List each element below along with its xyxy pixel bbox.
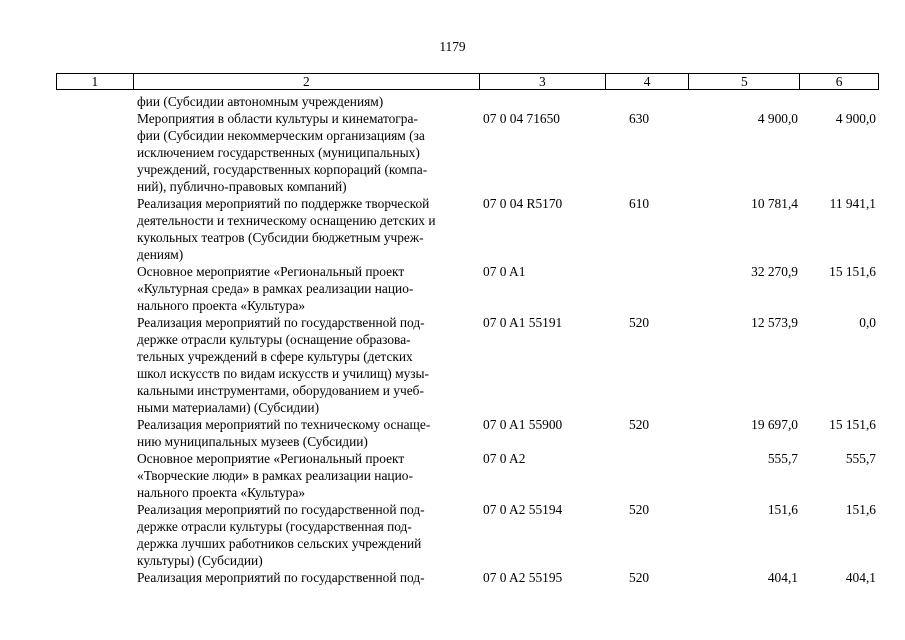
type-cell xyxy=(606,450,690,501)
code-cell: 07 0 A2 55194 xyxy=(483,502,563,517)
row-number-cell xyxy=(56,263,133,314)
amount-cell-6 xyxy=(801,93,879,110)
type-cell: 610 xyxy=(629,196,650,211)
description-line: фии (Субсидии автономным учреждениям) xyxy=(137,94,384,109)
column-header-1: 1 xyxy=(57,74,134,89)
description-cell xyxy=(133,110,480,195)
description-cell xyxy=(133,93,480,110)
code-cell xyxy=(480,93,606,110)
amount-cell-6: 404,1 xyxy=(845,570,876,585)
description-line: «Культурная среда» в рамках реализации нацио- xyxy=(137,281,414,296)
description-line: ными материалами) (Субсидии) xyxy=(137,400,320,415)
description-line: нального проекта «Культура» xyxy=(137,298,306,313)
description-line: Мероприятия в области культуры и кинематогра- xyxy=(137,111,418,126)
amount-cell-6: 151,6 xyxy=(845,502,876,517)
amount-cell-5: 10 781,4 xyxy=(751,196,798,211)
table-row xyxy=(56,263,879,314)
table-row xyxy=(56,110,879,195)
amount-cell-6: 15 151,6 xyxy=(829,264,876,279)
description-line: «Творческие люди» в рамках реализации нацио- xyxy=(137,468,413,483)
table-row xyxy=(56,195,879,263)
type-cell: 520 xyxy=(629,315,650,330)
description-cell xyxy=(133,195,480,263)
description-cell xyxy=(133,569,480,586)
description-line: Реализация мероприятий по поддержке творческой xyxy=(137,196,430,211)
description-line: фии (Субсидии некоммерческим организациям (за xyxy=(137,128,425,143)
type-cell: 520 xyxy=(629,417,650,432)
amount-cell-5: 32 270,9 xyxy=(751,264,798,279)
description-line: Реализация мероприятий по государственной под- xyxy=(137,315,425,330)
description-line: культуры) (Субсидии) xyxy=(137,553,263,568)
code-cell: 07 0 04 71650 xyxy=(483,111,560,126)
row-number-cell xyxy=(56,314,133,416)
amount-cell-6: 15 151,6 xyxy=(829,417,876,432)
type-cell: 520 xyxy=(629,570,650,585)
amount-cell-6: 4 900,0 xyxy=(835,111,876,126)
amount-cell-5: 404,1 xyxy=(767,570,798,585)
amount-cell-5: 19 697,0 xyxy=(751,417,798,432)
description-line: Основное мероприятие «Региональный проект xyxy=(137,264,405,279)
description-line: нию муниципальных музеев (Субсидии) xyxy=(137,434,368,449)
column-header-4: 4 xyxy=(606,74,690,89)
description-line: держка лучших работников сельских учреждений xyxy=(137,536,422,551)
row-number-cell xyxy=(56,569,133,586)
description-line: школ искусств по видам искусств и училищ) музы- xyxy=(137,366,430,381)
page-number: 1179 xyxy=(439,39,466,54)
amount-cell-5: 4 900,0 xyxy=(757,111,798,126)
amount-cell-6: 555,7 xyxy=(845,451,876,466)
description-line: кукольных театров (Субсидии бюджетным учреж- xyxy=(137,230,424,245)
description-line: учреждений, государственных корпораций (компа- xyxy=(137,162,428,177)
description-cell xyxy=(133,314,480,416)
description-cell xyxy=(133,501,480,569)
code-cell: 07 0 A1 55191 xyxy=(483,315,563,330)
description-line: держке отрасли культуры (оснащение образова- xyxy=(137,332,411,347)
amount-cell-6: 11 941,1 xyxy=(829,196,876,211)
code-cell: 07 0 A1 xyxy=(483,264,526,279)
type-cell xyxy=(606,263,690,314)
description-line: деятельности и техническому оснащению детских и xyxy=(137,213,436,228)
type-cell: 520 xyxy=(629,502,650,517)
table-row xyxy=(56,501,879,569)
description-line: Реализация мероприятий по техническому оснаще- xyxy=(137,417,431,432)
amount-cell-6: 0,0 xyxy=(859,315,876,330)
description-line: исключением государственных (муниципальных) xyxy=(137,145,420,160)
description-line: держке отрасли культуры (государственная под- xyxy=(137,519,412,534)
code-cell: 07 0 A1 55900 xyxy=(483,417,563,432)
column-header-2: 2 xyxy=(134,74,480,89)
description-line: ний), публично-правовых компаний) xyxy=(137,179,347,194)
description-line: Реализация мероприятий по государственной под- xyxy=(137,502,425,517)
amount-cell-5: 151,6 xyxy=(767,502,798,517)
row-number-cell xyxy=(56,93,133,110)
description-cell xyxy=(133,263,480,314)
description-line: нального проекта «Культура» xyxy=(137,485,306,500)
description-line: Реализация мероприятий по государственной под- xyxy=(137,570,425,585)
code-cell: 07 0 A2 55195 xyxy=(483,570,563,585)
column-header-6: 6 xyxy=(835,74,843,89)
description-line: дениям) xyxy=(137,247,184,262)
row-number-cell xyxy=(56,416,133,450)
column-header-3: 3 xyxy=(480,74,606,89)
description-cell xyxy=(133,416,480,450)
table-header xyxy=(56,73,879,90)
code-cell: 07 0 04 R5170 xyxy=(483,196,563,211)
amount-cell-5 xyxy=(690,93,801,110)
row-number-cell xyxy=(56,501,133,569)
row-number-cell xyxy=(56,195,133,263)
description-line: кальными инструментами, оборудованием и учеб- xyxy=(137,383,424,398)
table-row xyxy=(56,450,879,501)
code-cell: 07 0 A2 xyxy=(483,451,526,466)
column-header-5: 5 xyxy=(689,74,800,89)
table-body xyxy=(56,93,879,586)
table-row xyxy=(56,569,879,586)
type-cell: 630 xyxy=(629,111,650,126)
amount-cell-5: 555,7 xyxy=(767,451,798,466)
table-row xyxy=(56,416,879,450)
amount-cell-5: 12 573,9 xyxy=(751,315,798,330)
table-row xyxy=(56,314,879,416)
row-number-cell xyxy=(56,110,133,195)
type-cell xyxy=(606,93,690,110)
description-line: тельных учреждений в сфере культуры (детских xyxy=(137,349,413,364)
table-row xyxy=(56,93,879,110)
description-cell xyxy=(133,450,480,501)
description-line: Основное мероприятие «Региональный проект xyxy=(137,451,405,466)
row-number-cell xyxy=(56,450,133,501)
